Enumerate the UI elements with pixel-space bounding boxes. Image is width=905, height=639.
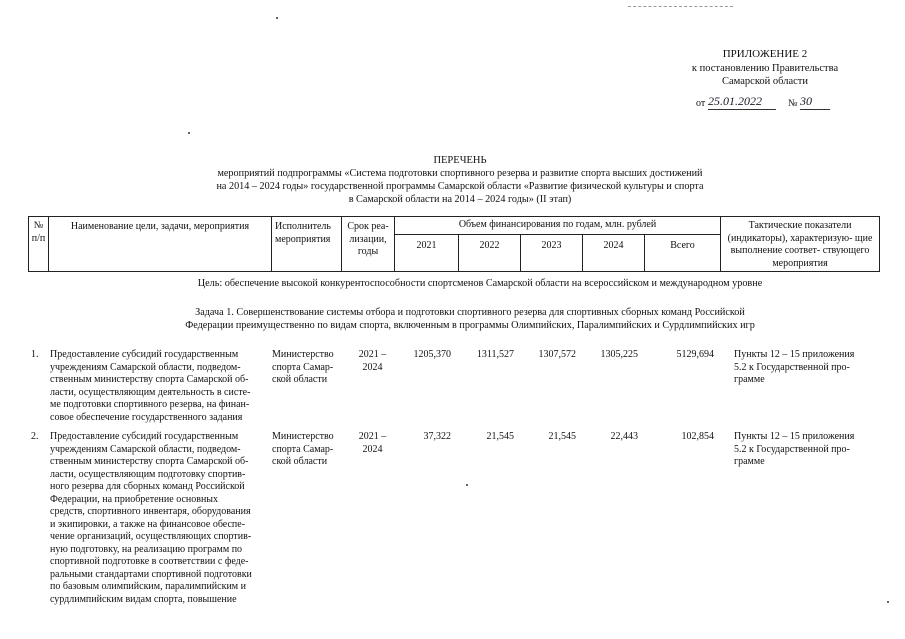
appendix-line2: Самарской области — [722, 75, 808, 87]
col-year-2022: 2022 — [459, 235, 521, 272]
number-prefix: № — [788, 98, 798, 109]
goal-line: Цель: обеспечение высокой конкурентоспособности спортсменов Самарской области на всероссийском и международном уровне — [197, 278, 763, 289]
row-indicators: Пункты 12 – 15 приложения 5.2 к Государственной про- грамме — [734, 349, 855, 385]
col-year-2023: 2023 — [521, 235, 583, 272]
col-indicators: Тактические показатели (индикаторы), характеризую- щие выполнение соответ- ствующего мероприятия — [721, 217, 880, 272]
value-2021: 37,322 — [423, 431, 451, 442]
task-line1: Задача 1. Совершенствование системы отбора и подготовки спортивного резерва для спортивных сборных команд Российской — [195, 307, 745, 318]
date-value: 25.01.2022 — [708, 94, 776, 110]
value-2021: 1205,370 — [413, 349, 451, 360]
col-total: Всего — [645, 235, 721, 272]
scan-speck — [276, 17, 278, 19]
row-number: 2. — [31, 431, 39, 442]
appendix-date-line — [696, 96, 846, 112]
col-period: Срок реа- лизации, годы — [342, 217, 395, 272]
value-2024: 22,443 — [610, 431, 638, 442]
number-value: 30 — [800, 94, 830, 110]
scan-speck — [188, 132, 190, 134]
value-2023: 1307,572 — [538, 349, 576, 360]
heading-line1: мероприятий подпрограммы «Система подготовки спортивного резерва и развитие спорта высших достижений — [217, 168, 703, 180]
task-line2: Федерации преимущественно по видам спорта, включенным в программы Олимпийских, Паралимпийских и Сурдлимпийских игр — [185, 319, 755, 331]
col-year-2024: 2024 — [583, 235, 645, 272]
row-indicators: Пункты 12 – 15 приложения 5.2 к Государственной про- грамме — [734, 431, 855, 467]
row-name: Предоставление субсидий государственным учреждениям Самарской области, подведом- ственным министерству спорта Самарской об- ласти, осуществляющим деятельность в систе- ме подготовки спортивного резерва, на финан- совое обеспечение государственного задания — [50, 349, 251, 423]
value-total: 5129,694 — [676, 349, 714, 360]
scan-speck — [466, 484, 468, 486]
col-no: № п/п — [29, 217, 49, 272]
row-number: 1. — [31, 349, 39, 360]
heading-line3: в Самарской области на 2014 – 2024 годы» (II этап) — [348, 193, 572, 205]
col-year-2021: 2021 — [395, 235, 459, 272]
task-block — [120, 307, 820, 333]
col-name: Наименование цели, задачи, мероприятия — [49, 217, 272, 272]
appendix-block — [680, 48, 850, 88]
value-total: 102,854 — [681, 431, 714, 442]
scan-speck — [887, 601, 889, 603]
appendix-line1: к постановлению Правительства — [691, 62, 839, 74]
date-prefix: от — [696, 98, 706, 109]
value-2022: 1311,527 — [476, 349, 514, 360]
row-period: 2021 – 2024 — [358, 431, 387, 455]
scan-dash-line — [628, 6, 733, 7]
row-period: 2021 – 2024 — [358, 349, 387, 373]
row-name: Предоставление субсидий государственным учреждениям Самарской области, подведом- ственным министерству спорта Самарской об- ласти, осуществляющим подготовку спортив- ного резерва для сборных команд Российской Федерации, на приобретение основных средств, спортивного инвентаря, оборудования и экипировки, а также на финансовое обеспе- чение организаций, осуществляющих спортив- ную подготовку, на реализацию программ по спортивной подготовке в соответствии с феде- ральными стандартами спортивной подготовки по базовым олимпийским, паралимпийским и сурдлимпийским видам спорта, повышение — [50, 431, 252, 605]
value-2022: 21,545 — [486, 431, 514, 442]
value-2024: 1305,225 — [600, 349, 638, 360]
heading-title: ПЕРЕЧЕНЬ — [433, 155, 487, 166]
col-funding: Объем финансирования по годам, млн. рублей — [395, 217, 721, 235]
row-executor: Министерство спорта Самар- ской области — [272, 431, 334, 467]
row-executor: Министерство спорта Самар- ской области — [272, 349, 334, 385]
col-executor: Исполнитель мероприятия — [272, 217, 342, 272]
document-heading — [150, 154, 770, 206]
value-2023: 21,545 — [548, 431, 576, 442]
table-header — [28, 216, 880, 272]
appendix-title: ПРИЛОЖЕНИЕ 2 — [722, 48, 808, 60]
heading-line2: на 2014 – 2024 годы» государственной программы Самарской области «Развитие физической культуры и спорта — [216, 180, 704, 192]
